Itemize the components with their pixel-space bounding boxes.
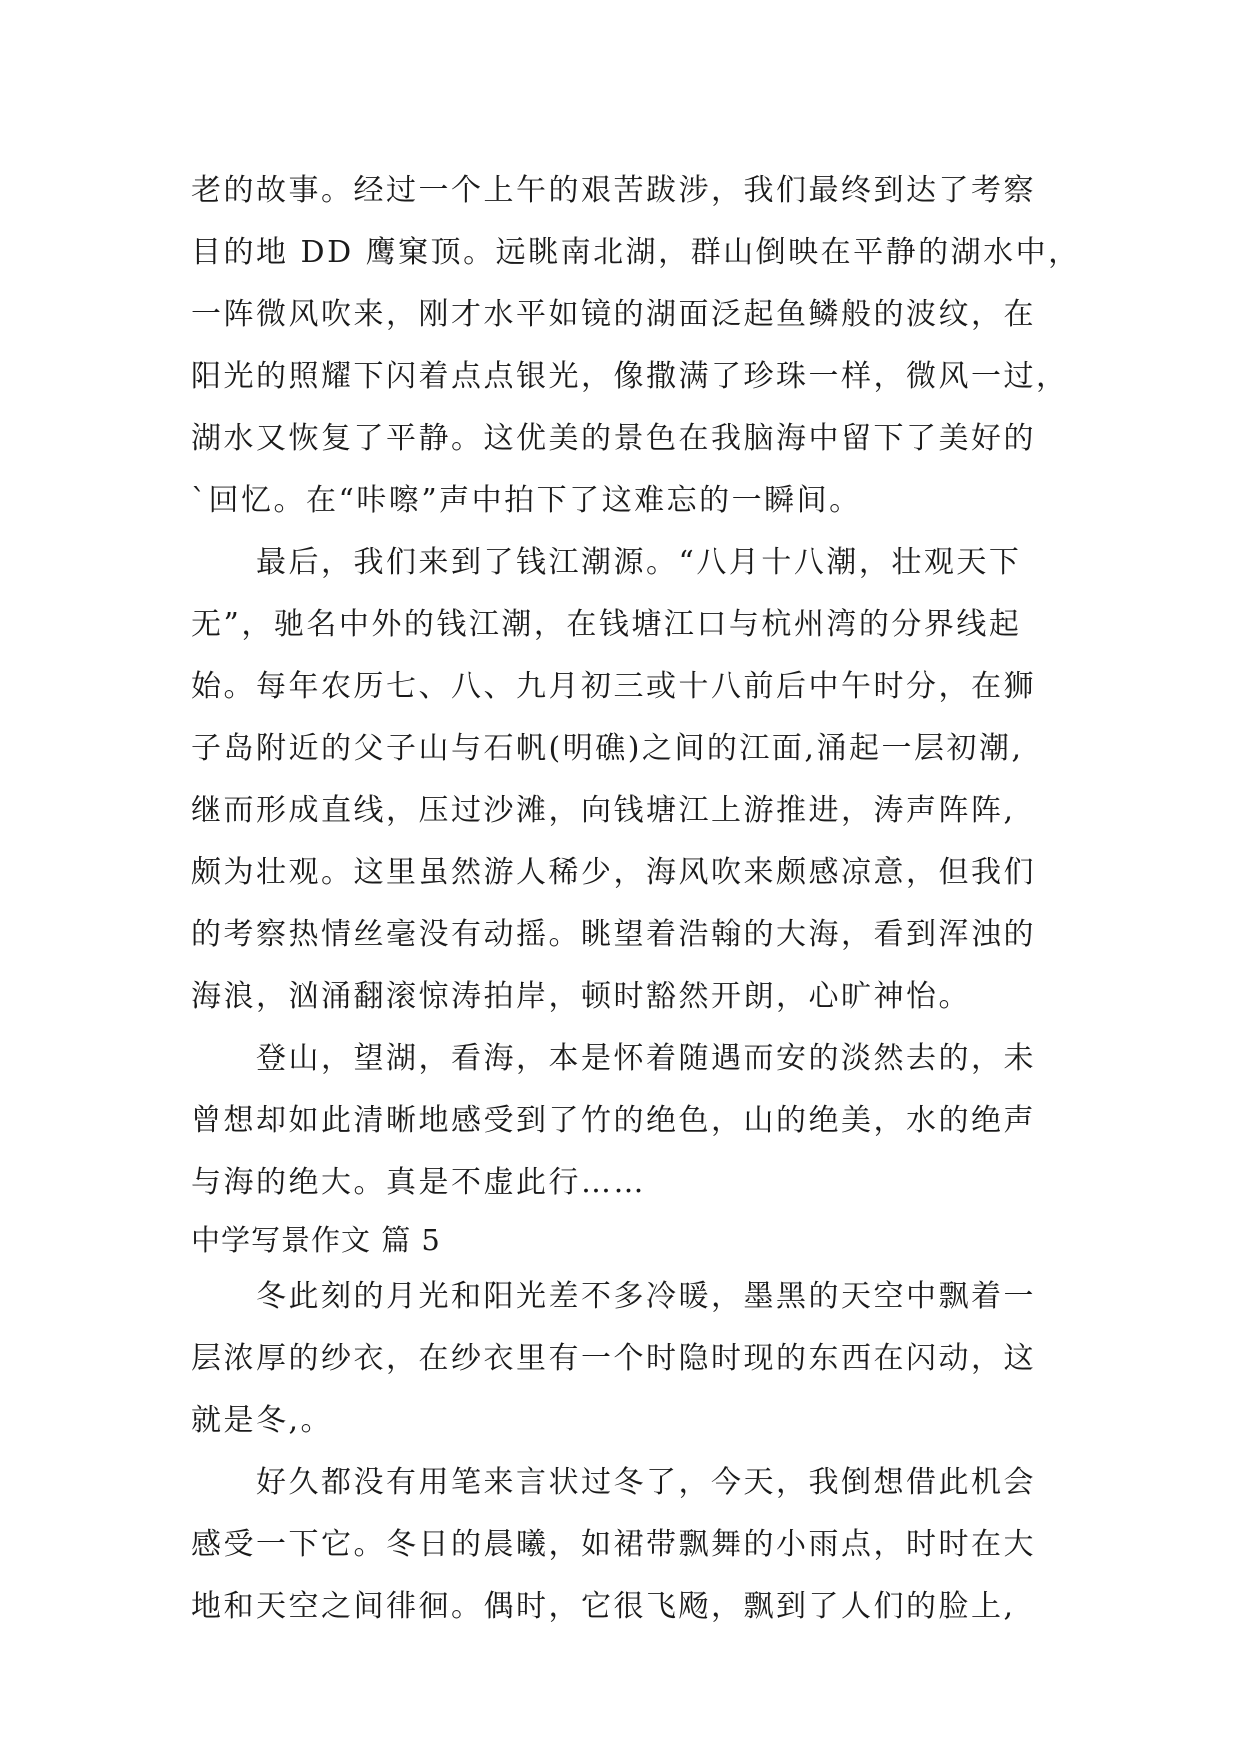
text-line: `回忆。在“咔嚓”声中拍下了这难忘的一瞬间。 [191, 483, 862, 518]
text-line: 一阵微风吹来，刚才水平如镜的湖面泛起鱼鳞般的波纹，在 [191, 297, 1036, 332]
paragraph-3 [191, 1028, 1071, 1214]
text-line: 层浓厚的纱衣，在纱衣里有一个时隐时现的东西在闪动，这 [191, 1341, 1036, 1376]
text-line: 感受一下它。冬日的晨曦，如裙带飘舞的小雨点，时时在大 [191, 1527, 1036, 1562]
text-line: 最后，我们来到了钱江潮源。“八月十八潮，壮观天下 [191, 545, 1022, 580]
text-line: 与海的绝大。真是不虚此行…… [191, 1165, 646, 1200]
text-line: 曾想却如此清晰地感受到了竹的绝色，山的绝美，水的绝声 [191, 1103, 1036, 1138]
text-line: 继而形成直线，压过沙滩，向钱塘江上游推进，涛声阵阵, [191, 793, 1016, 828]
section-heading: 中学写景作文 篇 5 [191, 1223, 441, 1257]
paragraph-1 [191, 160, 1081, 532]
text-line: 始。每年农历七、八、九月初三或十八前后中午时分，在狮 [191, 669, 1036, 704]
document-page [191, 160, 1081, 1638]
text-line: 海浪，汹涌翻滚惊涛拍岸，顿时豁然开朗，心旷神怡。 [191, 979, 971, 1014]
text-line: 阳光的照耀下闪着点点银光，像撒满了珍珠一样，微风一过， [191, 359, 1069, 394]
text-line: 的考察热情丝毫没有动摇。眺望着浩翰的大海，看到浑浊的 [191, 917, 1036, 952]
text-line: 老的故事。经过一个上午的艰苦跋涉，我们最终到达了考察 [191, 173, 1036, 208]
text-line: 颇为壮观。这里虽然游人稀少，海风吹来颇感凉意，但我们 [191, 855, 1036, 890]
paragraph-5 [191, 1452, 1071, 1638]
text-line: 目的地 DD 鹰窠顶。远眺南北湖，群山倒映在平静的湖水中， [191, 235, 1081, 270]
text-line: 冬此刻的月光和阳光差不多冷暖，墨黑的天空中飘着一 [191, 1279, 1036, 1314]
text-line: 好久都没有用笔来言状过冬了，今天，我倒想借此机会 [191, 1465, 1036, 1500]
text-line: 就是冬,。 [191, 1403, 334, 1438]
text-line: 地和天空之间徘徊。偶时，它很飞飏，飘到了人们的脸上, [191, 1589, 1016, 1624]
text-line: 登山，望湖，看海，本是怀着随遇而安的淡然去的，未 [191, 1041, 1036, 1076]
text-line: 子岛附近的父子山与石帆(明礁)之间的江面,涌起一层初潮, [191, 731, 1024, 766]
paragraph-2 [191, 532, 1071, 1028]
text-line: 湖水又恢复了平静。这优美的景色在我脑海中留下了美好的 [191, 421, 1036, 456]
paragraph-4 [191, 1266, 1071, 1452]
text-line: 无”，驰名中外的钱江潮，在钱塘江口与杭州湾的分界线起 [191, 607, 1022, 642]
